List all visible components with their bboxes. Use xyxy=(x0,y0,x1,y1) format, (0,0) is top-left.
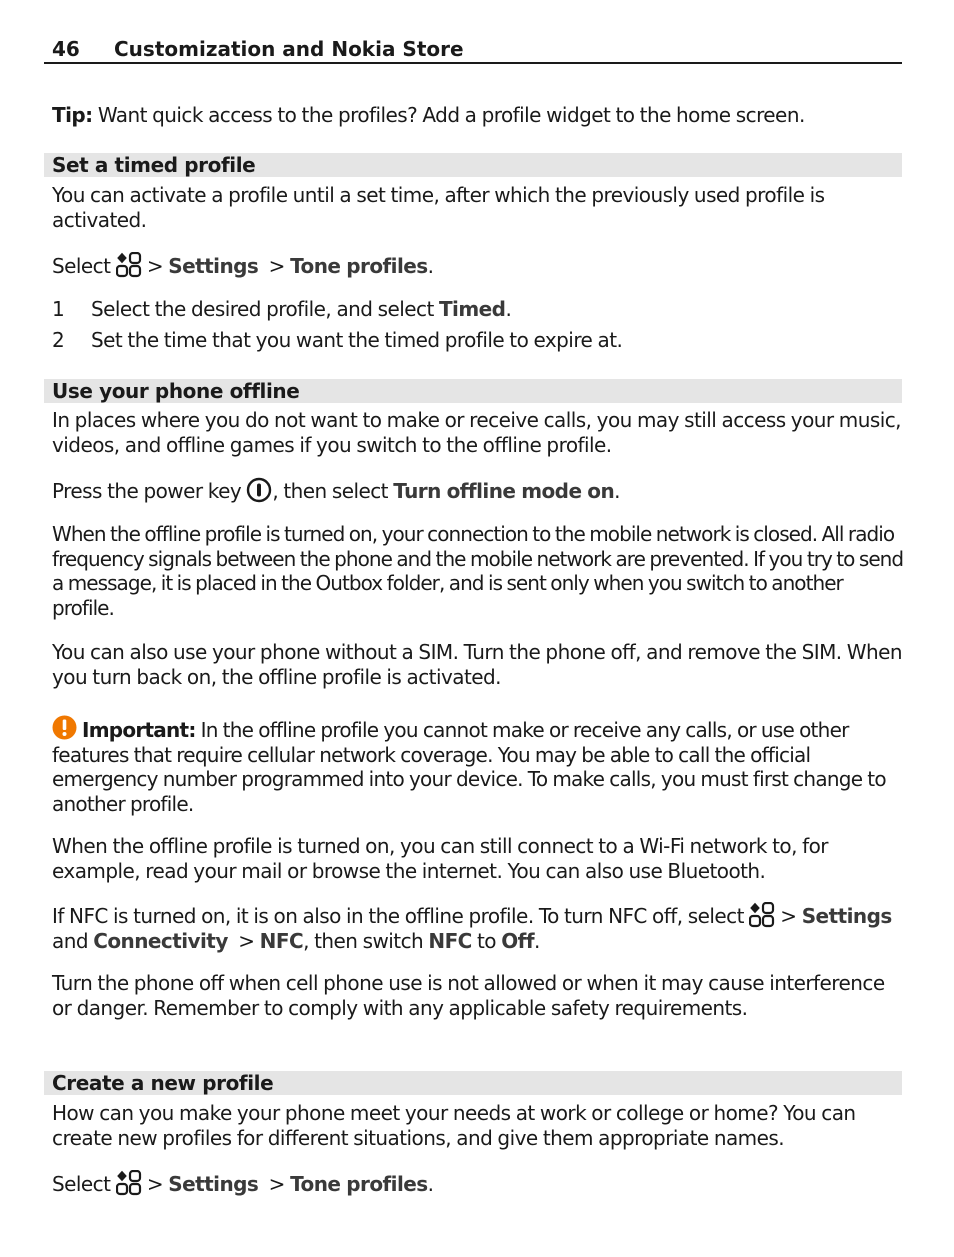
important-note xyxy=(52,715,904,816)
timed-intro: You can activate a profile until a set time, after which the previously used profile is activated. xyxy=(52,183,825,232)
apps-menu-icon xyxy=(749,902,775,928)
settings-link: Settings xyxy=(168,254,259,278)
tip-label: Tip: xyxy=(52,103,93,127)
step-text: Select the desired profile, and select xyxy=(91,297,439,321)
offline-paragraph-4: Turn the phone off when cell phone use is not allowed or when it may cause interference or danger. Remember to comply with any applicable safety requirements. xyxy=(52,971,885,1020)
timed-select-path: Select > Settings > Tone profiles. xyxy=(52,254,434,278)
connectivity-link: Connectivity xyxy=(93,928,228,953)
offline-intro: In places where you do not want to make or receive calls, you may still access your music, videos, and offline games if you switch to the offline profile. xyxy=(52,408,901,457)
power-key-paragraph: Press the power key , then select Turn offline mode on. xyxy=(52,479,620,503)
select-word: Select xyxy=(52,254,111,278)
nfc-toggle: NFC xyxy=(428,928,472,953)
tip-text: Want quick access to the profiles? Add a profile widget to the home screen. xyxy=(92,103,805,127)
list-item xyxy=(52,328,904,353)
nfc-link: NFC xyxy=(259,928,304,953)
apps-menu-icon xyxy=(116,1170,142,1196)
tone-profiles-link: Tone profiles xyxy=(290,1172,428,1196)
offline-paragraph-1: When the offline profile is turned on, your connection to the mobile network is closed. All radio frequency signals between the phone and the mobile network are prevented. If you try to send a message, it is placed in the Outbox folder, and is sent only when you switch to another profile. xyxy=(52,522,904,620)
list-item: 1 Select the desired profile, and select Timed. xyxy=(52,297,512,321)
create-intro: How can you make your phone meet your needs at work or college or home? You can create new profiles for different situations, and give them appropriate names. xyxy=(52,1101,856,1150)
offline-paragraph-3: When the offline profile is turned on, you can still connect to a Wi-Fi network to, for example, read your mail or browse the internet. You can also use Bluetooth. xyxy=(52,834,828,883)
important-label: Important: xyxy=(82,718,196,742)
step-number: 1 xyxy=(52,297,65,321)
timed-option: Timed xyxy=(438,297,506,321)
important-text: In the offline profile you cannot make or receive any calls, or use other features that require cellular network coverage. You may be able to call the official emergency number programmed into your device. To make calls, you must first change to another profile. xyxy=(52,718,886,816)
off-value: Off xyxy=(501,928,534,953)
step-number: 2 xyxy=(52,328,65,352)
step-text: Set the time that you want the timed profile to expire at. xyxy=(91,328,623,352)
tip-paragraph xyxy=(52,103,904,128)
settings-link: Settings xyxy=(801,904,892,928)
chapter-title: Customization and Nokia Store xyxy=(114,37,464,61)
page-header xyxy=(44,36,902,64)
power-key-icon xyxy=(246,477,272,503)
section-heading-timed: Set a timed profile xyxy=(44,153,902,177)
tone-profiles-link: Tone profiles xyxy=(290,254,428,278)
settings-link: Settings xyxy=(168,1172,259,1196)
select-word: Select xyxy=(52,1172,111,1196)
apps-menu-icon xyxy=(116,252,142,278)
create-select-path: Select > Settings > Tone profiles. xyxy=(52,1172,434,1196)
turn-offline-option: Turn offline mode on xyxy=(393,479,615,503)
page-number: 46 xyxy=(52,37,80,61)
section-heading-create: Create a new profile xyxy=(44,1071,902,1095)
offline-paragraph-2: You can also use your phone without a SIM. Turn the phone off, and remove the SIM. When you turn back on, the offline profile is activated. xyxy=(52,640,903,689)
nfc-paragraph: If NFC is turned on, it is on also in the offline profile. To turn NFC off, select > Settings and Connectivity > NFC, then switch NFC to Off. xyxy=(52,904,892,953)
section-heading-offline: Use your phone offline xyxy=(44,379,902,403)
warning-icon xyxy=(52,715,77,740)
